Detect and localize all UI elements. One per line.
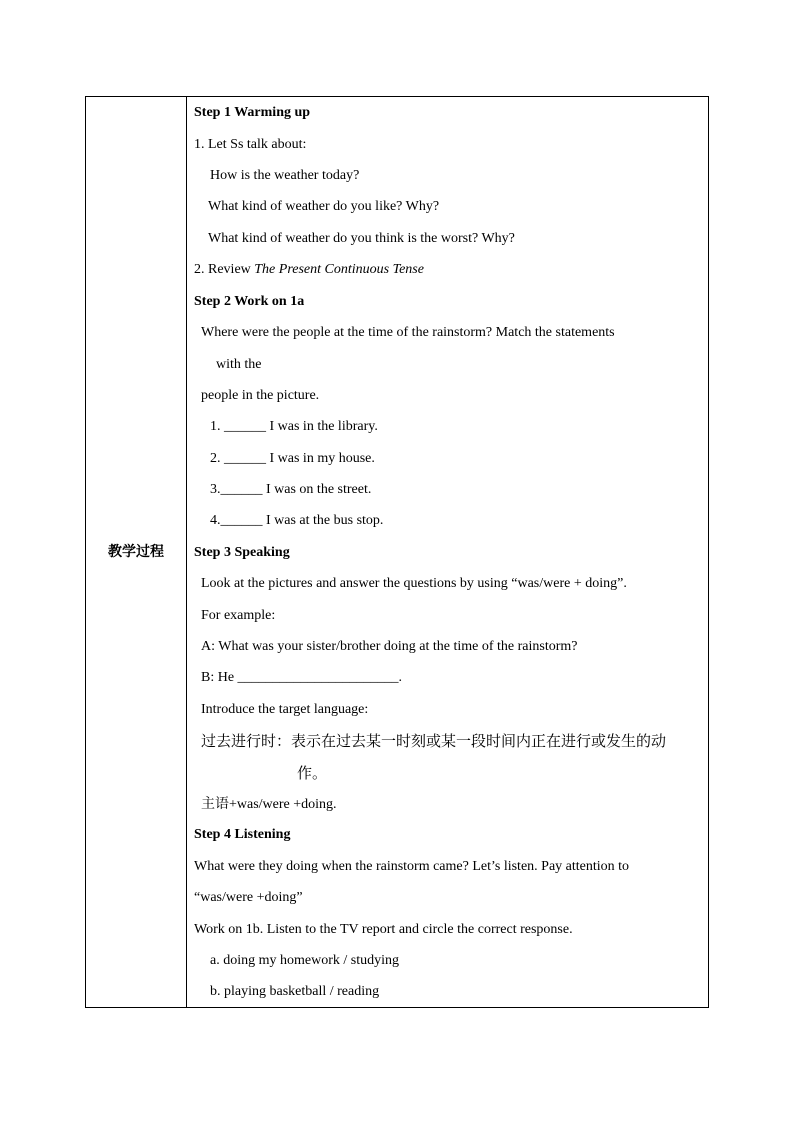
step3-example-b: B: He _______________________. bbox=[201, 670, 403, 685]
step2-item-1: 1. ______ I was in the library. bbox=[210, 419, 378, 434]
row-label: 教学过程 bbox=[108, 544, 164, 560]
step1-question-1: How is the weather today? bbox=[210, 168, 360, 183]
step4-line2: “was/were +doing” bbox=[194, 890, 303, 905]
step2-instruction-line2: with the bbox=[216, 357, 262, 372]
step2-item-3: 3.______ I was on the street. bbox=[210, 482, 372, 497]
step3-formula-zh: 主语 bbox=[201, 796, 229, 812]
step2-heading: Step 2 Work on 1a bbox=[194, 294, 305, 309]
step3-formula-en: +was/were +doing. bbox=[229, 797, 337, 812]
step4-option-a: a. doing my homework / studying bbox=[210, 953, 399, 968]
step3-example-label: For example: bbox=[201, 608, 276, 623]
row-label-cell bbox=[86, 97, 187, 1007]
step4-line1: What were they doing when the rainstorm came? Let’s listen. Pay attention to bbox=[194, 859, 630, 874]
step1-item2-prefix: 2. Review bbox=[194, 262, 255, 277]
content-cell bbox=[187, 97, 708, 1007]
lesson-table bbox=[85, 96, 709, 1008]
step1-heading: Step 1 Warming up bbox=[194, 105, 311, 120]
step2-instruction-line3: people in the picture. bbox=[201, 388, 320, 403]
step3-definition-line2: 作。 bbox=[297, 764, 328, 782]
step2-instruction-line1: Where were the people at the time of the rainstorm? Match the statements bbox=[201, 325, 615, 340]
step3-heading: Step 3 Speaking bbox=[194, 545, 290, 560]
step1-item1: 1. Let Ss talk about: bbox=[194, 137, 307, 152]
step1-item2-title: The Present Continuous Tense bbox=[254, 262, 424, 277]
step3-intro: Introduce the target language: bbox=[201, 702, 369, 717]
step1-question-3: What kind of weather do you think is the worst? Why? bbox=[208, 231, 515, 246]
step3-formula bbox=[201, 794, 337, 815]
step4-line3: Work on 1b. Listen to the TV report and circle the correct response. bbox=[194, 922, 573, 937]
step4-option-b: b. playing basketball / reading bbox=[210, 984, 380, 999]
step4-heading: Step 4 Listening bbox=[194, 827, 291, 842]
step1-item2 bbox=[194, 260, 424, 280]
step3-example-a: A: What was your sister/brother doing at the time of the rainstorm? bbox=[201, 639, 578, 654]
step2-item-2: 2. ______ I was in my house. bbox=[210, 451, 375, 466]
step1-question-2: What kind of weather do you like? Why? bbox=[208, 199, 440, 214]
step2-item-4: 4.______ I was at the bus stop. bbox=[210, 513, 384, 528]
step3-instruction: Look at the pictures and answer the questions by using “was/were + doing”. bbox=[201, 576, 627, 591]
step3-definition-line1: 过去进行时：表示在过去某一时刻或某一段时间内正在进行或发生的动 bbox=[201, 732, 667, 750]
